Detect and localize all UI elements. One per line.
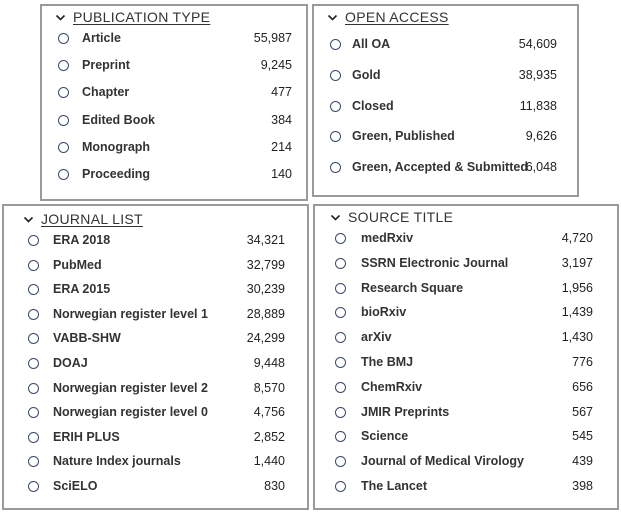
option-label: Norwegian register level 0 — [53, 405, 208, 420]
radio-button[interactable] — [28, 481, 39, 492]
filter-option[interactable] — [314, 160, 577, 176]
filter-option[interactable] — [4, 356, 307, 372]
option-count: 3,197 — [561, 255, 593, 270]
option-label: medRxiv — [361, 231, 414, 245]
radio-button[interactable] — [28, 383, 39, 394]
radio-button[interactable] — [330, 162, 341, 173]
open-access-panel — [312, 4, 579, 197]
option-count: 6,048 — [525, 160, 557, 175]
option-label: ERA 2018 — [53, 233, 111, 247]
radio-button[interactable] — [335, 456, 346, 467]
chevron-down-icon — [331, 213, 340, 222]
option-label: The Lancet — [361, 479, 427, 493]
option-label: All OA — [352, 37, 391, 51]
journal-list-header[interactable] — [24, 211, 143, 227]
radio-button[interactable] — [330, 70, 341, 81]
option-count: 28,889 — [246, 306, 285, 321]
source-title-panel — [313, 204, 619, 510]
option-count: 30,239 — [246, 282, 285, 297]
filter-option[interactable] — [315, 231, 617, 247]
filter-option[interactable] — [315, 305, 617, 321]
radio-button[interactable] — [58, 169, 69, 180]
option-label: ERA 2015 — [53, 282, 111, 297]
journal-list-panel — [2, 204, 309, 510]
filter-option[interactable] — [315, 355, 617, 371]
option-label: DOAJ — [53, 356, 88, 370]
radio-button[interactable] — [58, 87, 69, 98]
filter-option[interactable] — [314, 129, 577, 145]
filter-option[interactable] — [42, 140, 306, 156]
radio-button[interactable] — [58, 60, 69, 71]
option-label: Proceeding — [82, 167, 151, 181]
option-label: PubMed — [53, 257, 102, 272]
radio-button[interactable] — [335, 332, 346, 343]
filter-option[interactable] — [314, 68, 577, 84]
option-count: 1,430 — [561, 330, 593, 345]
filter-option[interactable] — [315, 256, 617, 272]
option-count: 4,756 — [253, 405, 285, 420]
option-count: 830 — [264, 479, 285, 493]
radio-button[interactable] — [28, 456, 39, 467]
option-label: Closed — [352, 98, 394, 113]
option-count: 8,570 — [253, 380, 285, 395]
option-count: 477 — [271, 85, 292, 100]
filter-option[interactable] — [315, 330, 617, 346]
radio-button[interactable] — [28, 260, 39, 271]
publication-type-header[interactable] — [56, 9, 210, 25]
filter-option[interactable] — [42, 58, 306, 74]
option-count: 439 — [572, 454, 593, 469]
publication-type-panel — [40, 4, 308, 201]
option-label: SciELO — [53, 479, 98, 493]
option-label: JMIR Preprints — [361, 404, 450, 419]
radio-button[interactable] — [335, 407, 346, 418]
journal-list-title: JOURNAL LIST — [41, 211, 143, 227]
option-label: Preprint — [82, 58, 130, 73]
option-count: 567 — [572, 404, 593, 419]
filter-option[interactable] — [42, 85, 306, 101]
radio-button[interactable] — [58, 115, 69, 126]
filter-option[interactable] — [314, 37, 577, 53]
open-access-title: OPEN ACCESS — [345, 9, 449, 25]
filter-option[interactable] — [4, 258, 307, 274]
radio-button[interactable] — [335, 307, 346, 318]
radio-button[interactable] — [28, 284, 39, 295]
filter-option[interactable] — [42, 167, 306, 183]
radio-button[interactable] — [335, 283, 346, 294]
option-label: Monograph — [82, 139, 151, 154]
option-count: 1,956 — [561, 280, 593, 295]
source-title-title: SOURCE TITLE — [348, 209, 454, 225]
option-label: Edited Book — [82, 112, 155, 127]
publication-type-title: PUBLICATION TYPE — [73, 9, 211, 25]
option-label: Chapter — [82, 85, 130, 100]
filter-option[interactable] — [314, 99, 577, 115]
radio-button[interactable] — [28, 432, 39, 443]
filter-option[interactable] — [4, 282, 307, 298]
filter-option[interactable] — [42, 31, 306, 47]
option-label: Journal of Medical Virology — [361, 454, 524, 469]
option-count: 1,440 — [253, 454, 285, 469]
option-label: The BMJ — [361, 355, 414, 369]
radio-button[interactable] — [335, 233, 346, 244]
source-title-header[interactable] — [331, 209, 453, 225]
filter-option[interactable] — [315, 454, 617, 470]
option-label: Gold — [352, 67, 381, 82]
radio-button[interactable] — [28, 235, 39, 246]
option-count: 140 — [271, 167, 292, 181]
option-count: 24,299 — [246, 331, 285, 346]
filter-option[interactable] — [42, 113, 306, 129]
option-label: arXiv — [361, 330, 392, 345]
option-label: VABB-SHW — [53, 331, 121, 346]
filter-option[interactable] — [4, 233, 307, 249]
filter-option[interactable] — [4, 307, 307, 323]
radio-button[interactable] — [335, 357, 346, 368]
option-label: Green, Published — [352, 129, 455, 144]
option-count: 398 — [572, 479, 593, 493]
option-label: ERIH PLUS — [53, 429, 120, 444]
open-access-header[interactable] — [328, 9, 449, 25]
option-count: 656 — [572, 379, 593, 394]
option-label: Norwegian register level 1 — [53, 306, 208, 321]
radio-button[interactable] — [335, 431, 346, 442]
chevron-down-icon — [24, 215, 33, 224]
option-count: 38,935 — [518, 67, 557, 82]
option-count: 11,838 — [519, 98, 557, 113]
option-count: 9,245 — [260, 58, 292, 73]
option-count: 1,439 — [561, 305, 593, 320]
chevron-down-icon — [56, 13, 65, 22]
radio-button[interactable] — [28, 309, 39, 320]
radio-button[interactable] — [330, 131, 341, 142]
option-count: 776 — [572, 355, 593, 369]
filter-option[interactable] — [315, 429, 617, 445]
radio-button[interactable] — [28, 407, 39, 418]
option-count: 214 — [271, 139, 292, 154]
chevron-down-icon — [328, 13, 337, 22]
option-count: 55,987 — [253, 31, 292, 45]
option-count: 545 — [572, 429, 593, 444]
filter-option[interactable] — [4, 430, 307, 446]
filter-option[interactable] — [4, 405, 307, 421]
filter-option[interactable] — [4, 331, 307, 347]
radio-button[interactable] — [58, 142, 69, 153]
option-label: ChemRxiv — [361, 379, 423, 394]
radio-button[interactable] — [335, 382, 346, 393]
filter-option[interactable] — [4, 454, 307, 470]
filter-option[interactable] — [4, 479, 307, 495]
option-count: 384 — [271, 112, 292, 127]
option-label: SSRN Electronic Journal — [361, 255, 509, 270]
radio-button[interactable] — [330, 101, 341, 112]
option-label: Nature Index journals — [53, 454, 181, 469]
option-count: 54,609 — [518, 37, 557, 51]
option-count: 9,626 — [525, 129, 557, 144]
option-label: Norwegian register level 2 — [53, 380, 208, 395]
option-count: 4,720 — [561, 231, 593, 245]
filter-option[interactable] — [315, 281, 617, 297]
radio-button[interactable] — [330, 39, 341, 50]
filter-option[interactable] — [4, 381, 307, 397]
radio-button[interactable] — [335, 258, 346, 269]
filter-option[interactable] — [315, 479, 617, 495]
radio-button[interactable] — [335, 481, 346, 492]
option-count: 2,852 — [253, 429, 285, 444]
filter-option[interactable] — [315, 380, 617, 396]
filter-option[interactable] — [315, 405, 617, 421]
radio-button[interactable] — [28, 358, 39, 369]
option-label: Science — [361, 429, 409, 444]
radio-button[interactable] — [28, 333, 39, 344]
option-count: 32,799 — [246, 257, 285, 272]
option-label: Green, Accepted & Submitted — [352, 160, 528, 175]
option-label: Article — [82, 31, 121, 45]
option-label: Research Square — [361, 280, 464, 295]
option-count: 9,448 — [253, 356, 285, 370]
radio-button[interactable] — [58, 33, 69, 44]
option-count: 34,321 — [246, 233, 285, 247]
option-label: bioRxiv — [361, 305, 407, 320]
